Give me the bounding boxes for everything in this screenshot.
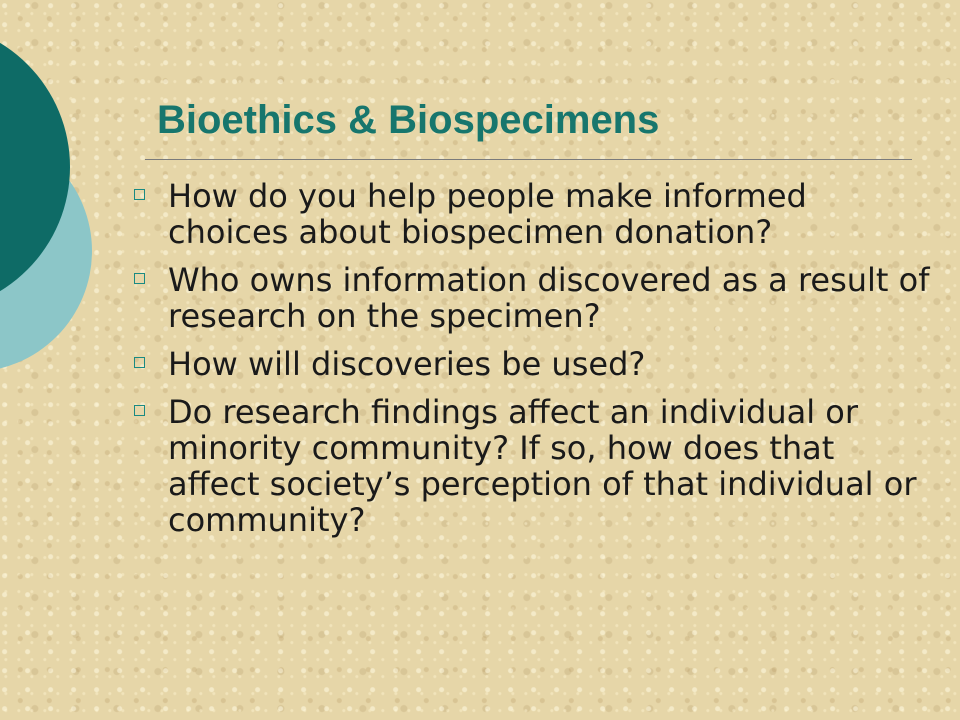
bullet-item <box>130 178 930 250</box>
bullet-list <box>130 178 930 550</box>
bullet-text: Do research findings affect an individual or minority community? If so, how does that affect society’s perception of that individual or community? <box>168 393 917 539</box>
hollow-square-icon <box>134 405 145 416</box>
bullet-item <box>130 262 930 334</box>
slide-title: Bioethics & Biospecimens <box>157 98 660 142</box>
hollow-square-icon <box>134 189 145 200</box>
title-divider <box>145 159 912 160</box>
bullet-item <box>130 346 930 382</box>
hollow-square-icon <box>134 273 145 284</box>
bullet-item <box>130 394 930 538</box>
bullet-text: How do you help people make informed choices about biospecimen donation? <box>168 177 807 251</box>
bullet-text: Who owns information discovered as a result of research on the specimen? <box>168 261 930 335</box>
bullet-text: How will discoveries be used? <box>168 345 646 383</box>
hollow-square-icon <box>134 357 145 368</box>
